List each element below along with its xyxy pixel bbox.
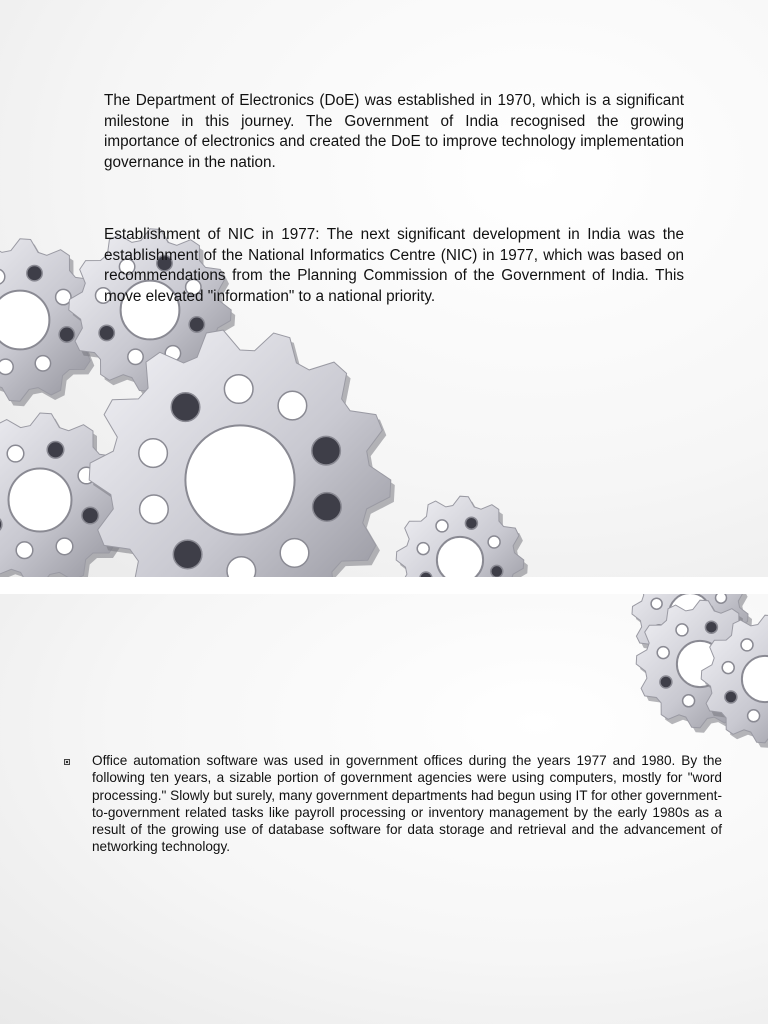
slide-separator [0, 577, 768, 594]
slide-2 [0, 594, 768, 1024]
paragraph-doe: The Department of Electronics (DoE) was established in 1970, which is a significant milestone in this journey. The Government of India recognised the growing importance of electronics and created the DoE to improve technology implementation governance in the nation. [104, 92, 684, 171]
paragraph-nic: Establishment of NIC in 1977: The next significant development in India was the establishment of the National Informatics Centre (NIC) in 1977, which was based on recommendations from the Planning Commission of the Government of India. This move elevated "information" to a national priority. [104, 226, 684, 305]
bullet-icon [64, 759, 70, 765]
paragraph-office-automation: Office automation software was used in government offices during the years 1977 and 1980. By the following ten years, a sizable portion of government agencies were using computers, mostly for "word processing." Slowly but surely, many government departments had begun using IT for other government-to-government related tasks like payroll processing or inventory management by the early 1980s as a result of the growing use of database software for data storage and retrieval and the advancement of networking technology. [92, 753, 722, 855]
